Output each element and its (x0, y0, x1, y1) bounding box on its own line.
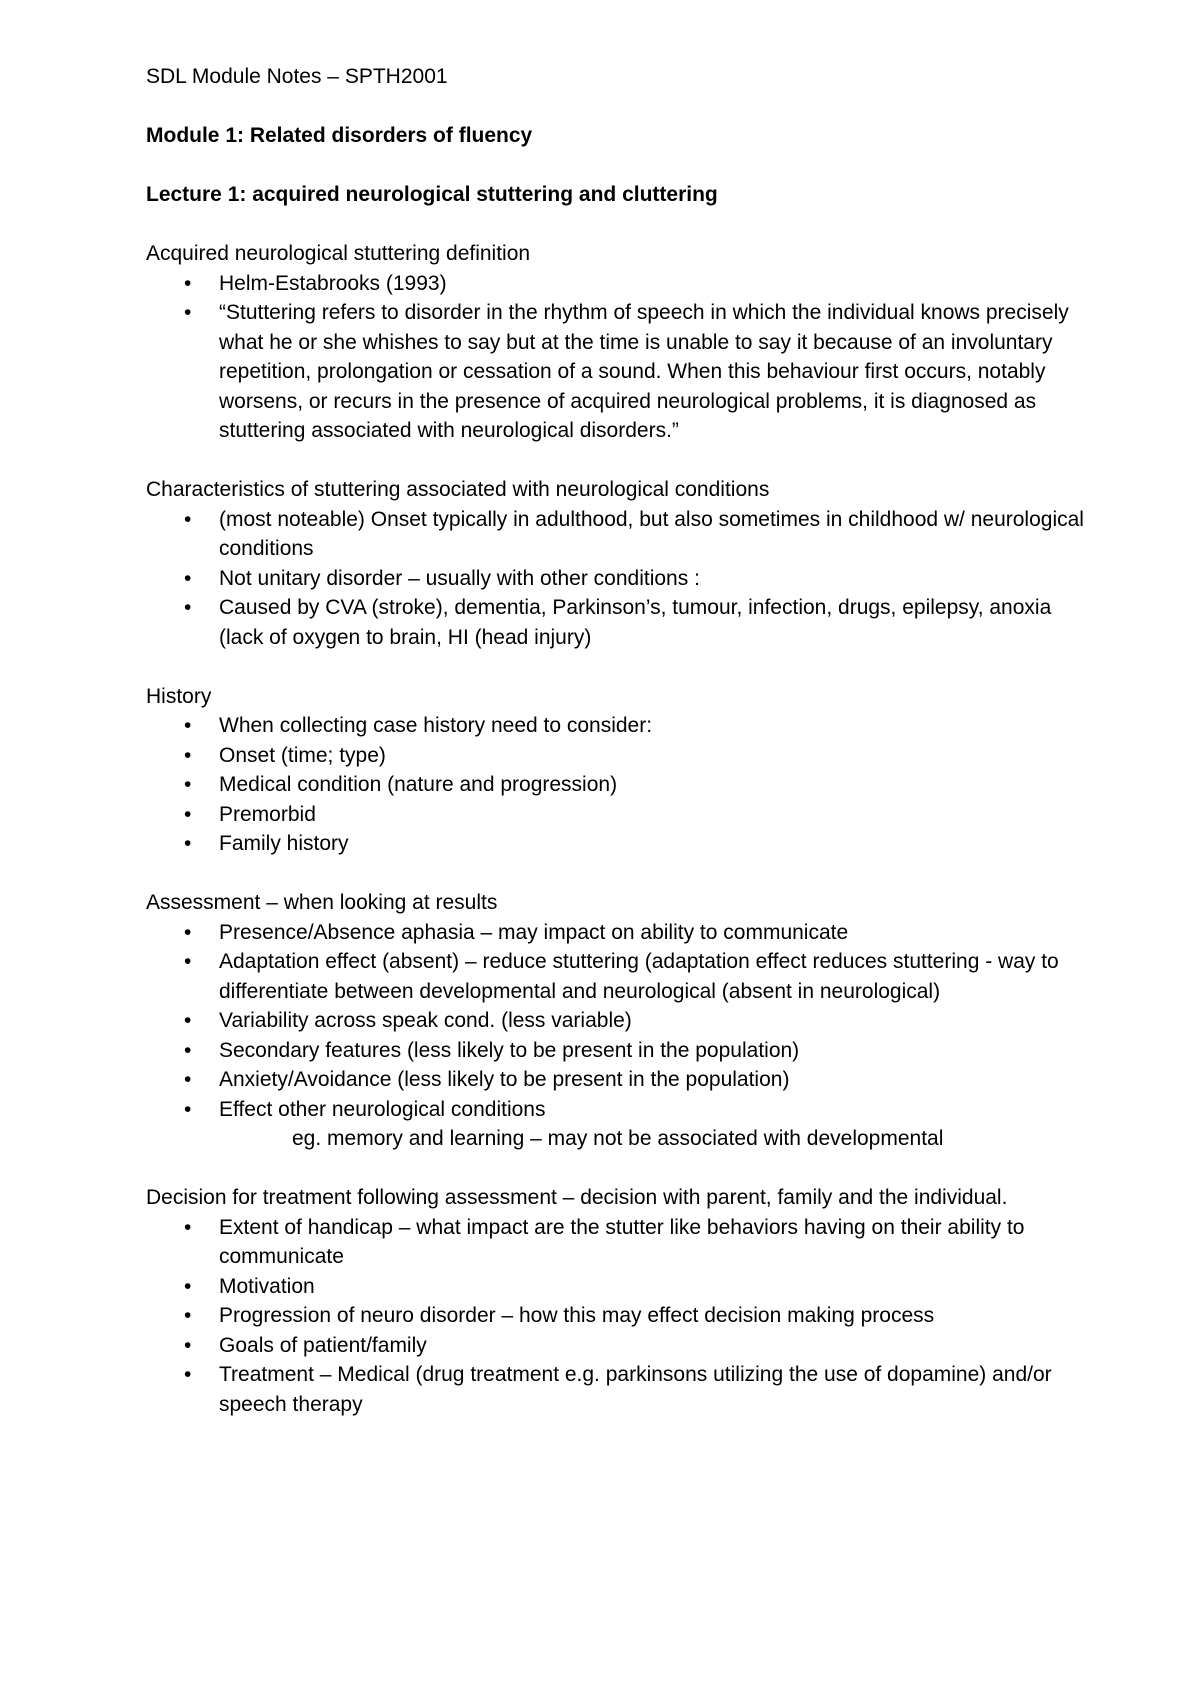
list-item: • Treatment – Medical (drug treatment e.g. parkinsons utilizing the use of dopamine) and/or speech therapy (146, 1360, 1086, 1419)
list-item: • Extent of handicap – what impact are the stutter like behaviors having on their ability to communicate (146, 1213, 1086, 1272)
list-item: • “Stuttering refers to disorder in the rhythm of speech in which the individual knows precisely what he or she whishes to say but at the time is unable to say it because of an involuntary repetition, prolongation or cessation of a sound. When this behaviour first occurs, notably worsens, or recurs in the presence of acquired neurological problems, it is diagnosed as stuttering associated with neurological disorders.” (146, 298, 1086, 446)
list-item: • Secondary features (less likely to be present in the population) (146, 1036, 1086, 1066)
list-item: • Caused by CVA (stroke), dementia, Parkinson’s, tumour, infection, drugs, epilepsy, anoxia (lack of oxygen to brain, HI (head injury) (146, 593, 1086, 652)
list-item: • Onset (time; type) (146, 741, 1086, 771)
list-item: • Family history (146, 829, 1086, 859)
characteristics-list (146, 505, 1086, 653)
assessment-note: eg. memory and learning – may not be associated with developmental (292, 1127, 944, 1150)
section-heading-definition: Acquired neurological stuttering definition (146, 242, 531, 265)
section-heading-characteristics: Characteristics of stuttering associated with neurological conditions (146, 478, 770, 501)
list-item: • Goals of patient/family (146, 1331, 1086, 1361)
definition-list (146, 269, 1086, 446)
list-item: • Motivation (146, 1272, 1086, 1302)
treatment-decision-list (146, 1213, 1086, 1420)
module-title: Module 1: Related disorders of fluency (146, 124, 533, 147)
list-item: • Progression of neuro disorder – how this may effect decision making process (146, 1301, 1086, 1331)
list-item: • Premorbid (146, 800, 1086, 830)
section-heading-assessment: Assessment – when looking at results (146, 891, 498, 914)
document-page (146, 62, 1086, 1419)
history-list (146, 711, 1086, 859)
list-item: • Medical condition (nature and progression) (146, 770, 1086, 800)
assessment-list (146, 918, 1086, 1125)
document-header: SDL Module Notes – SPTH2001 (146, 65, 448, 88)
list-item: • When collecting case history need to consider: (146, 711, 1086, 741)
list-item: • Variability across speak cond. (less variable) (146, 1006, 1086, 1036)
list-item: • (most noteable) Onset typically in adulthood, but also sometimes in childhood w/ neurological conditions (146, 505, 1086, 564)
list-item: • Adaptation effect (absent) – reduce stuttering (adaptation effect reduces stuttering - way to differentiate between developmental and neurological (absent in neurological) (146, 947, 1086, 1006)
section-heading-history: History (146, 684, 212, 708)
list-item: • Presence/Absence aphasia – may impact on ability to communicate (146, 918, 1086, 948)
list-item: • Helm-Estabrooks (1993) (146, 269, 1086, 299)
list-item: • Not unitary disorder – usually with other conditions : (146, 564, 1086, 594)
section-heading-treatment-decision: Decision for treatment following assessment – decision with parent, family and the individual. (146, 1186, 1008, 1209)
list-item: • Effect other neurological conditions (146, 1095, 1086, 1125)
list-item: • Anxiety/Avoidance (less likely to be present in the population) (146, 1065, 1086, 1095)
lecture-title: Lecture 1: acquired neurological stuttering and cluttering (146, 183, 718, 206)
